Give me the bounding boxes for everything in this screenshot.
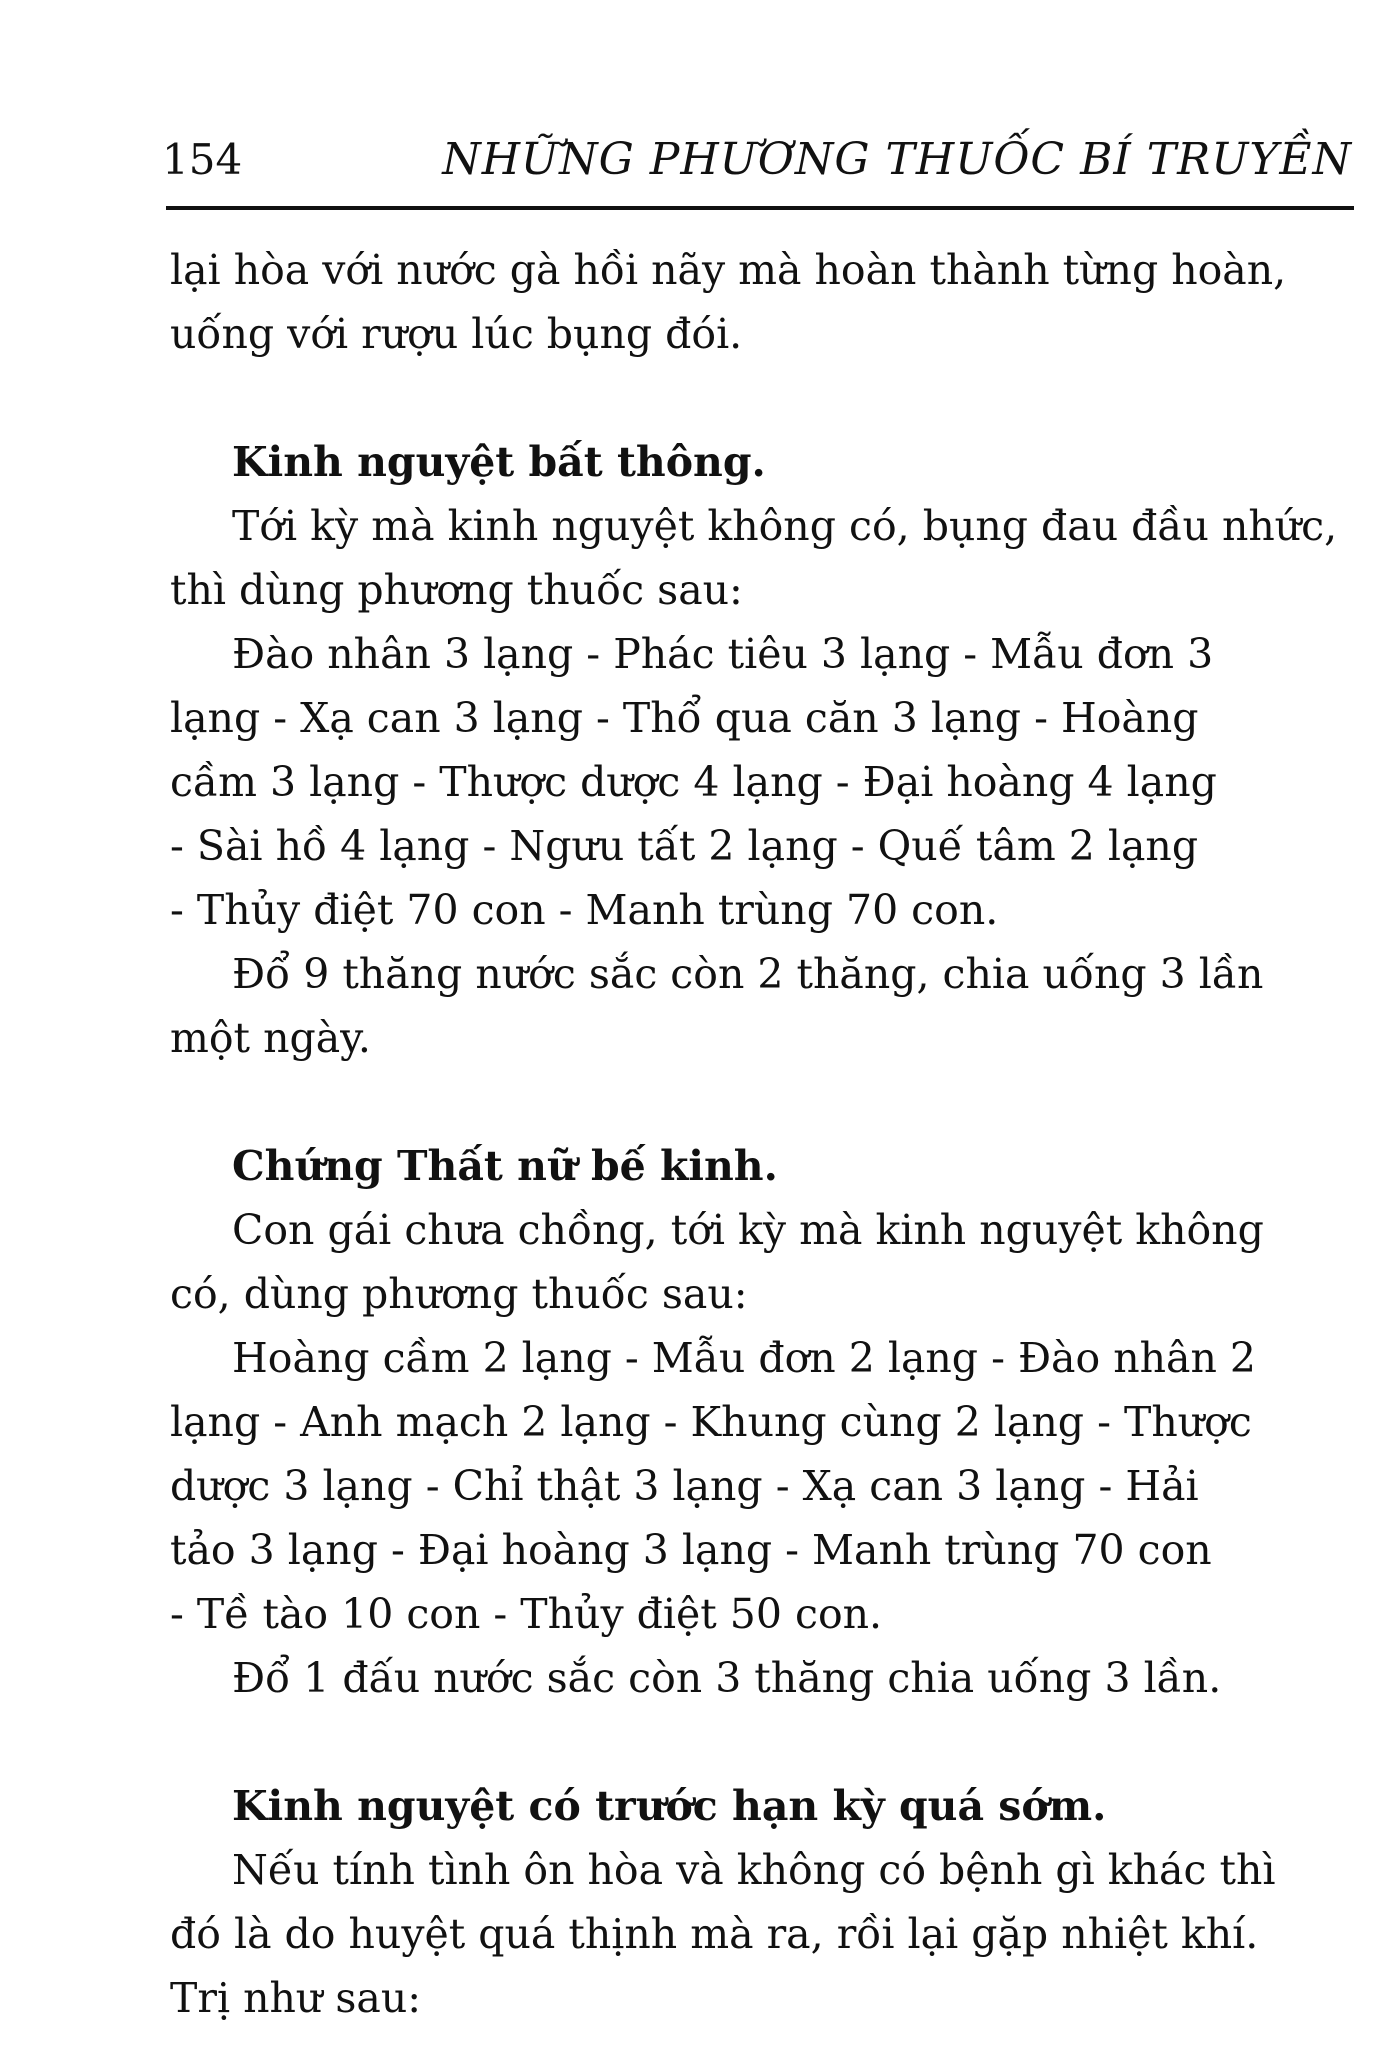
text-line: Con gái chưa chồng, tới kỳ mà kinh nguyệt không bbox=[232, 1206, 1264, 1254]
page-body bbox=[170, 238, 1350, 2030]
text-line: cầm 3 lạng - Thược dược 4 lạng - Đại hoàng 4 lạng bbox=[170, 758, 1217, 806]
text-line: Tới kỳ mà kinh nguyệt không có, bụng đau đầu nhức, bbox=[232, 502, 1338, 550]
text-line: một ngày. bbox=[170, 1014, 371, 1062]
text-line: tảo 3 lạng - Đại hoàng 3 lạng - Manh trùng 70 con bbox=[170, 1526, 1212, 1574]
running-title: NHỮNG PHƯƠNG THUỐC BÍ TRUYỀN bbox=[442, 134, 1352, 185]
header-rule bbox=[166, 206, 1354, 210]
text-line: Đào nhân 3 lạng - Phác tiêu 3 lạng - Mẫu đơn 3 bbox=[232, 630, 1214, 678]
section-heading: Kinh nguyệt có trước hạn kỳ quá sớm. bbox=[232, 1782, 1107, 1830]
section-kinh-nguyet-bat-thong bbox=[170, 430, 1350, 1070]
text-line: lại hòa với nước gà hồi nãy mà hoàn thành từng hoàn, bbox=[170, 246, 1287, 294]
text-line: Trị như sau: bbox=[170, 1974, 422, 2022]
section-heading: Chứng Thất nữ bế kinh. bbox=[232, 1142, 778, 1190]
text-line: - Sài hồ 4 lạng - Ngưu tất 2 lạng - Quế tâm 2 lạng bbox=[170, 822, 1199, 870]
section-gap bbox=[170, 1710, 1350, 1774]
text-line: lạng - Xạ can 3 lạng - Thổ qua căn 3 lạng - Hoàng bbox=[170, 694, 1199, 742]
text-line: - Thủy điệt 70 con - Manh trùng 70 con. bbox=[170, 886, 999, 934]
text-line: uống với rượu lúc bụng đói. bbox=[170, 310, 743, 358]
section-that-nu-be-kinh bbox=[170, 1134, 1350, 1710]
text-line: lạng - Anh mạch 2 lạng - Khung cùng 2 lạng - Thược bbox=[170, 1398, 1252, 1446]
section-heading: Kinh nguyệt bất thông. bbox=[232, 438, 766, 486]
page-number: 154 bbox=[162, 135, 243, 184]
text-line: Đổ 9 thăng nước sắc còn 2 thăng, chia uống 3 lần bbox=[232, 950, 1264, 998]
text-line: Hoàng cầm 2 lạng - Mẫu đơn 2 lạng - Đào nhân 2 bbox=[232, 1334, 1256, 1382]
text-line: dược 3 lạng - Chỉ thật 3 lạng - Xạ can 3 lạng - Hải bbox=[170, 1462, 1199, 1510]
text-line: có, dùng phương thuốc sau: bbox=[170, 1270, 748, 1318]
section-kinh-nguyet-som bbox=[170, 1774, 1350, 2030]
text-line: Đổ 1 đấu nước sắc còn 3 thăng chia uống 3 lần. bbox=[232, 1654, 1222, 1702]
text-line: đó là do huyệt quá thịnh mà ra, rồi lại gặp nhiệt khí. bbox=[170, 1910, 1259, 1958]
page-header bbox=[162, 128, 1352, 192]
section-gap bbox=[170, 366, 1350, 430]
intro-paragraph bbox=[170, 238, 1350, 366]
text-line: Nếu tính tình ôn hòa và không có bệnh gì khác thì bbox=[232, 1846, 1276, 1894]
text-line: thì dùng phương thuốc sau: bbox=[170, 566, 743, 614]
text-line: - Tề tào 10 con - Thủy điệt 50 con. bbox=[170, 1590, 883, 1638]
section-gap bbox=[170, 1070, 1350, 1134]
